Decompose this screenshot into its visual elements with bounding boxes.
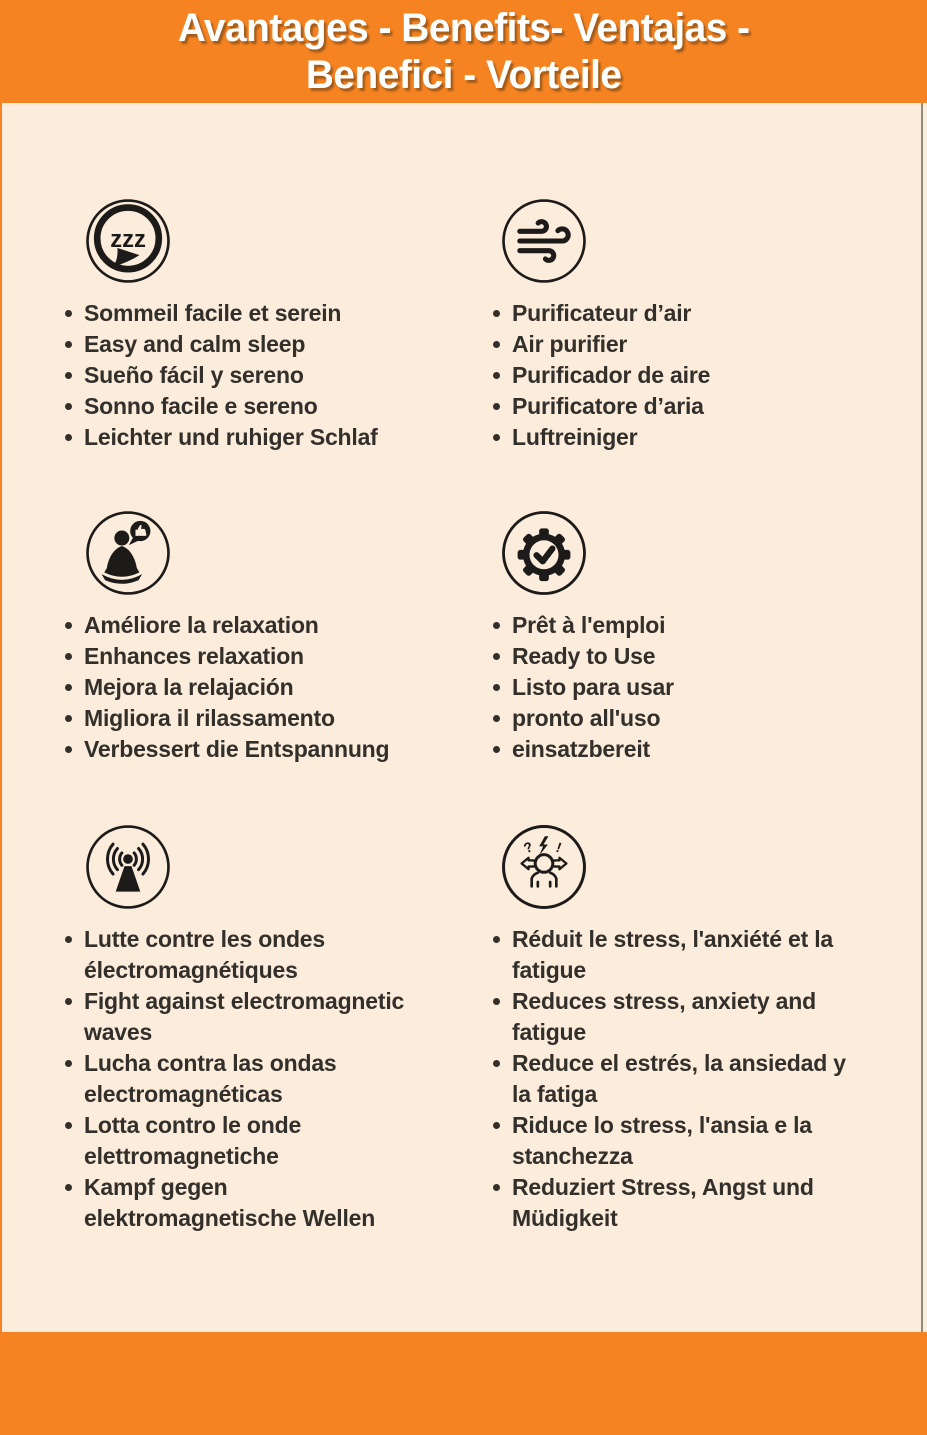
sleep-zzz-speech-bubble-icon bbox=[84, 197, 172, 285]
benefit-item: einsatzbereit bbox=[488, 734, 870, 765]
benefit-item: Reduce el estrés, la ansiedad y la fatiga bbox=[488, 1048, 870, 1110]
benefit-item: Améliore la relaxation bbox=[60, 610, 442, 641]
benefit-section-air-purifier bbox=[488, 197, 888, 453]
benefit-item: Sommeil facile et serein bbox=[60, 298, 442, 329]
benefit-section-relaxation bbox=[60, 509, 460, 765]
benefit-item: Réduit le stress, l'anxiété et la fatigue bbox=[488, 924, 870, 986]
benefit-item: Air purifier bbox=[488, 329, 870, 360]
benefit-item: Lucha contra las ondas electromagnéticas bbox=[60, 1048, 442, 1110]
benefit-item: Reduces stress, anxiety and fatigue bbox=[488, 986, 870, 1048]
footer-band bbox=[0, 1332, 927, 1435]
benefit-list-ready bbox=[488, 610, 888, 765]
benefit-item: Reduziert Stress, Angst und Müdigkeit bbox=[488, 1172, 870, 1234]
wind-icon bbox=[500, 197, 588, 285]
benefit-item: Lotta contro le onde elettromagnetiche bbox=[60, 1110, 442, 1172]
benefit-section-ready-to-use bbox=[488, 509, 888, 765]
benefit-item: Easy and calm sleep bbox=[60, 329, 442, 360]
lightning-glyph bbox=[539, 836, 548, 855]
gear-checkmark-icon bbox=[500, 509, 588, 597]
benefit-item: Riduce lo stress, l'ansia e la stanchezza bbox=[488, 1110, 870, 1172]
benefit-list-air bbox=[488, 298, 888, 453]
benefit-item: Ready to Use bbox=[488, 641, 870, 672]
benefit-list-emf bbox=[60, 924, 460, 1234]
benefit-item: Kampf gegen elektromagnetische Wellen bbox=[60, 1172, 442, 1234]
benefit-item: Fight against electromagnetic waves bbox=[60, 986, 442, 1048]
benefit-item: Lutte contre les ondes électromagnétiques bbox=[60, 924, 442, 986]
benefit-item: Leichter und ruhiger Schlaf bbox=[60, 422, 442, 453]
benefit-item: Mejora la relajación bbox=[60, 672, 442, 703]
benefit-item: Sueño fácil y sereno bbox=[60, 360, 442, 391]
benefit-item: Purificatore d’aria bbox=[488, 391, 870, 422]
right-edge-divider bbox=[921, 103, 923, 1332]
benefit-list-sleep bbox=[60, 298, 460, 453]
benefit-item: Luftreiniger bbox=[488, 422, 870, 453]
antenna-radio-waves-icon bbox=[84, 823, 172, 911]
stressed-head-arrows-icon bbox=[500, 823, 588, 911]
question-glyph: ? bbox=[521, 838, 536, 857]
benefit-list-stress bbox=[488, 924, 888, 1234]
zzz-glyph: zzz bbox=[110, 226, 146, 254]
benefit-list-relaxation bbox=[60, 610, 460, 765]
benefit-item: Enhances relaxation bbox=[60, 641, 442, 672]
benefit-item: Prêt à l'emploi bbox=[488, 610, 870, 641]
page-title-line-1: Avantages - Benefits- Ventajas - bbox=[177, 5, 750, 50]
benefit-item: Migliora il rilassamento bbox=[60, 703, 442, 734]
exclamation-glyph: ! bbox=[553, 838, 564, 856]
benefit-item: Sonno facile e sereno bbox=[60, 391, 442, 422]
header-banner bbox=[0, 0, 927, 103]
benefit-section-emf bbox=[60, 823, 460, 1234]
page-title-line-2: Benefici - Vorteile bbox=[305, 52, 622, 97]
benefit-item: Verbessert die Entspannung bbox=[60, 734, 442, 765]
meditation-thumbs-up-icon bbox=[84, 509, 172, 597]
benefit-item: Listo para usar bbox=[488, 672, 870, 703]
content-panel bbox=[2, 103, 927, 1332]
benefit-item: Purificateur d’air bbox=[488, 298, 870, 329]
benefit-section-stress bbox=[488, 823, 888, 1234]
benefit-item: pronto all'uso bbox=[488, 703, 870, 734]
benefit-item: Purificador de aire bbox=[488, 360, 870, 391]
benefit-section-sleep bbox=[60, 197, 460, 453]
